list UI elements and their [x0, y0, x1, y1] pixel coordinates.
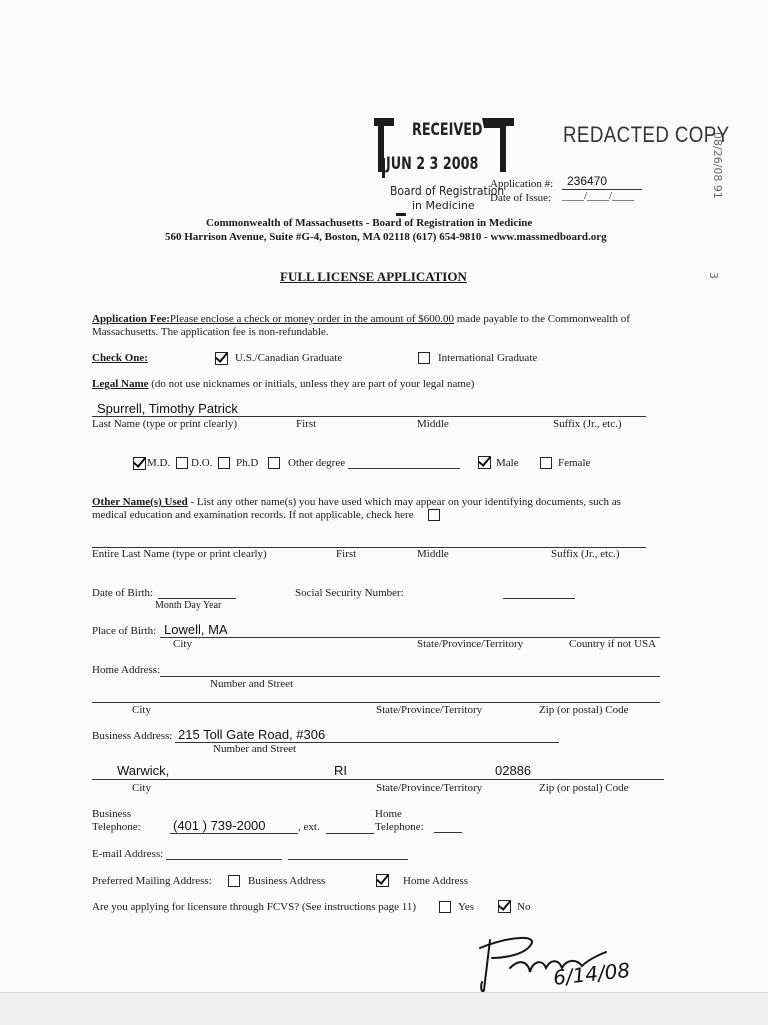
stamp-dash: ▬ — [396, 208, 406, 219]
dob-sublabel: Month Day Year — [155, 600, 222, 611]
fcvs-no-checkbox[interactable] — [498, 900, 511, 913]
fee-text-2: made payable to the Commonwealth of — [454, 313, 630, 325]
home-address-label: Home Address: — [92, 664, 161, 676]
business-zip-value[interactable]: 02886 — [495, 763, 532, 778]
date-of-issue-label: Date of Issue: — [490, 192, 552, 204]
place-of-birth-value[interactable]: Lowell, MA — [164, 622, 228, 637]
business-number-street-caption: Number and Street — [213, 743, 297, 755]
side-page-mark: 3 — [707, 272, 720, 279]
other-middle-caption: Middle — [417, 548, 449, 560]
md-checkbox[interactable] — [133, 457, 146, 470]
female-checkbox[interactable] — [540, 457, 552, 469]
application-number-value: 236470 — [567, 174, 608, 188]
legal-name-line — [92, 416, 646, 417]
do-label: D.O. — [191, 457, 213, 469]
stamp-in-medicine-text: in Medicine — [412, 199, 475, 212]
do-checkbox[interactable] — [176, 457, 188, 469]
female-label: Female — [558, 457, 591, 469]
other-degree-label: Other degree — [288, 457, 346, 469]
home-state-caption: State/Province/Territory — [376, 704, 483, 716]
stamp-received-text: RECEIVED — [412, 120, 483, 140]
us-canadian-graduate-label: U.S./Canadian Graduate — [235, 352, 343, 364]
fcvs-question: Are you applying for licensure through FCVS? (See instructions page 11) — [92, 901, 417, 913]
business-city-caption: City — [132, 782, 151, 794]
pob-state-caption: State/Province/Territory — [417, 638, 524, 650]
legal-last-name-caption: Last Name (type or print clearly) — [92, 418, 238, 430]
date-of-issue-value: ____/____/____ — [562, 190, 635, 202]
home-telephone-line[interactable] — [434, 832, 462, 833]
handwritten-date: 6/14/08 — [552, 957, 632, 990]
home-address-line[interactable] — [160, 676, 660, 677]
legal-name-heading — [92, 378, 474, 390]
dob-line[interactable] — [158, 598, 236, 599]
email-label: E-mail Address: — [92, 848, 164, 860]
application-number-label: Application #: — [490, 178, 554, 190]
other-names-not-applicable-checkbox[interactable] — [428, 509, 440, 521]
ssn-line[interactable] — [503, 598, 575, 599]
place-of-birth-label: Place of Birth: — [92, 625, 157, 637]
home-city-caption: City — [132, 704, 151, 716]
header-commonwealth: Commonwealth of Massachusetts - Board of Registration in Medicine — [206, 217, 533, 229]
stamp-date-text: JUN 2 3 2008 — [386, 154, 479, 174]
fee-text-1: Please enclose a check or money order in the amount of $600.00 — [169, 313, 454, 325]
email-line-1[interactable] — [166, 859, 282, 860]
fee-label: Application Fee: — [92, 313, 170, 325]
home-city-line[interactable] — [92, 702, 660, 703]
fee-text-3: Massachusetts. The application fee is non-refundable. — [92, 326, 329, 338]
international-graduate-label: International Graduate — [438, 352, 538, 364]
other-names-text-1: - List any other name(s) you have used which may appear on your identifying documents, such as — [187, 496, 621, 508]
other-names-text-2: medical education and examination records. If not applicable, check here — [92, 509, 414, 521]
business-telephone-value[interactable]: (401 ) 739-2000 — [173, 818, 266, 833]
ext-line[interactable] — [326, 833, 374, 834]
stamp-board-text: Board of Registration — [390, 184, 505, 198]
email-line-2[interactable] — [288, 859, 408, 860]
business-telephone-label-2: Telephone: — [92, 821, 141, 833]
home-telephone-label-2: Telephone: — [375, 821, 424, 833]
md-label: M.D. — [147, 457, 171, 469]
redacted-copy-label: REDACTED COPY — [563, 122, 730, 147]
mailing-home-label: Home Address — [403, 875, 469, 887]
business-telephone-line — [170, 833, 298, 834]
business-zip-caption: Zip (or postal) Code — [539, 782, 629, 794]
fcvs-yes-checkbox[interactable] — [439, 901, 451, 913]
male-checkbox[interactable] — [478, 456, 491, 469]
page-title: FULL LICENSE APPLICATION — [280, 269, 467, 284]
mailing-business-checkbox[interactable] — [228, 875, 240, 887]
home-telephone-label-1: Home — [375, 808, 402, 820]
header-address: 560 Harrison Avenue, Suite #G-4, Boston, MA 02118 (617) 654-9810 - www.massmedboard.org — [165, 231, 607, 243]
legal-name-note: (do not use nicknames or initials, unless they are part of your legal name) — [148, 378, 475, 390]
business-city-value[interactable]: Warwick, — [117, 763, 170, 778]
home-zip-caption: Zip (or postal) Code — [539, 704, 629, 716]
other-suffix-caption: Suffix (Jr., etc.) — [551, 548, 620, 560]
legal-name-value[interactable]: Spurrell, Timothy Patrick — [97, 401, 238, 416]
business-telephone-label-1: Business — [92, 808, 132, 820]
business-address-label: Business Address: — [92, 730, 173, 742]
mailing-business-label: Business Address — [248, 875, 326, 887]
legal-middle-caption: Middle — [417, 418, 449, 430]
phd-checkbox[interactable] — [268, 457, 280, 469]
other-names-heading — [92, 496, 621, 508]
business-address-value[interactable]: 215 Toll Gate Road, #306 — [178, 727, 326, 742]
dob-label: Date of Birth: — [92, 587, 154, 599]
business-city-line — [92, 779, 664, 780]
legal-suffix-caption: Suffix (Jr., etc.) — [553, 418, 622, 430]
fcvs-yes-label: Yes — [458, 901, 475, 913]
check-one-label: Check One: — [92, 352, 148, 364]
ssn-label: Social Security Number: — [295, 587, 404, 599]
us-canadian-graduate-checkbox[interactable] — [215, 352, 228, 365]
home-number-street-caption: Number and Street — [210, 678, 294, 690]
phd-label: Ph.D — [236, 457, 259, 469]
scan-bottom-band — [0, 992, 768, 1025]
pob-city-caption: City — [173, 638, 192, 650]
male-label: Male — [496, 457, 519, 469]
international-graduate-checkbox[interactable] — [418, 352, 430, 364]
side-date-stamp: 08/26/08 91 — [711, 132, 724, 199]
do-box-2[interactable] — [218, 457, 230, 469]
ext-label: , ext. — [298, 821, 320, 833]
fee-line — [92, 313, 630, 325]
mailing-label: Preferred Mailing Address: — [92, 875, 212, 887]
business-state-value[interactable]: RI — [334, 763, 347, 778]
other-names-label: Other Name(s) Used — [92, 496, 188, 508]
other-first-caption: First — [336, 548, 357, 560]
pob-country-caption: Country if not USA — [569, 638, 657, 650]
legal-first-caption: First — [296, 418, 317, 430]
other-last-name-caption: Entire Last Name (type or print clearly) — [92, 548, 267, 560]
fcvs-no-label: No — [517, 901, 531, 913]
legal-name-label: Legal Name — [92, 378, 149, 390]
business-state-caption: State/Province/Territory — [376, 782, 483, 794]
other-degree-line[interactable] — [348, 468, 460, 469]
mailing-home-checkbox[interactable] — [376, 874, 389, 887]
